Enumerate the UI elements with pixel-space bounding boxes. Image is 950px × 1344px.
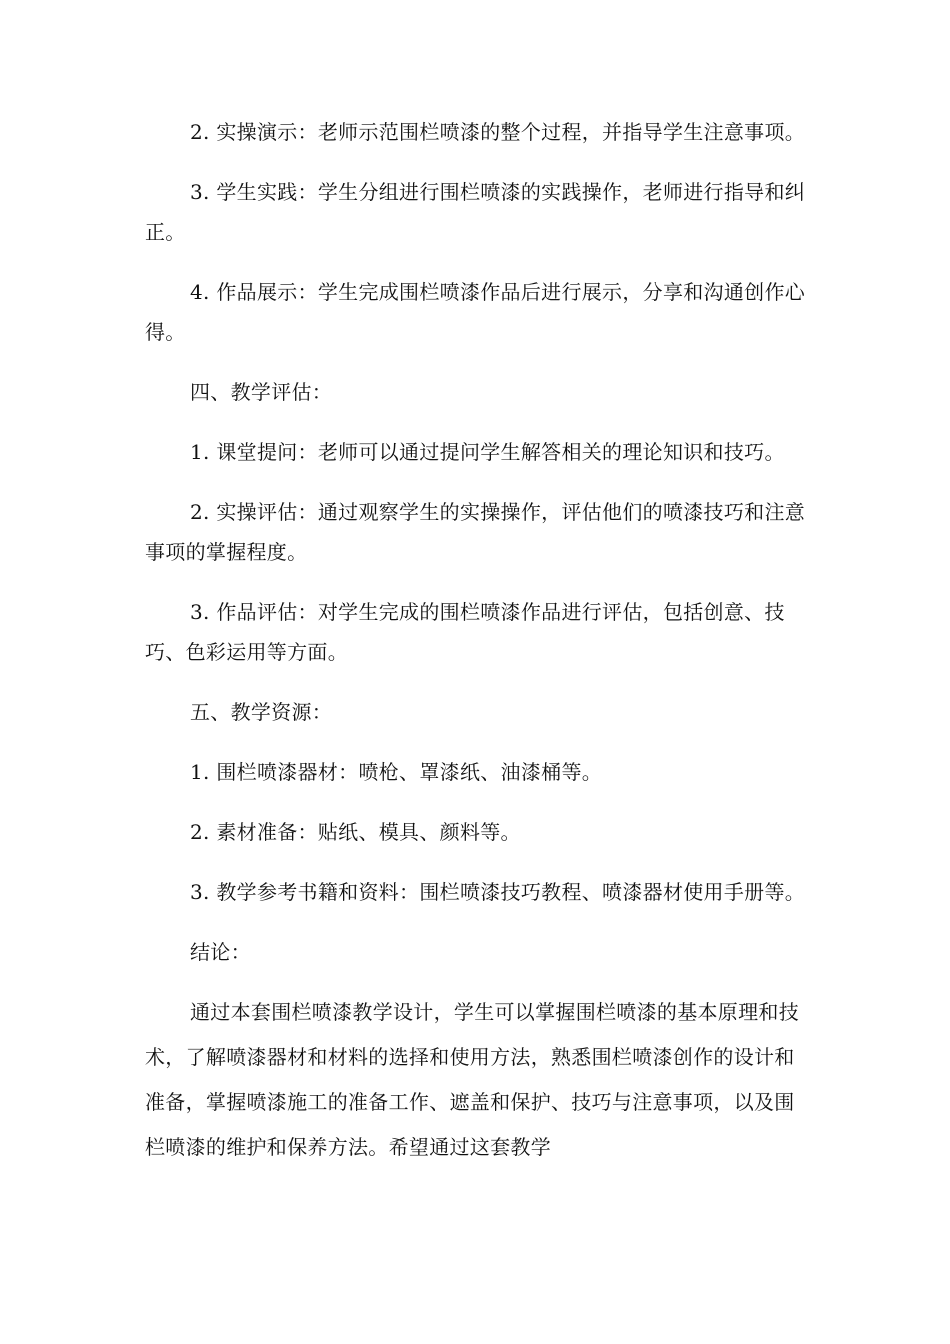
paragraph-resource-2-materials: 2. 素材准备：贴纸、模具、颜料等。 [190,820,521,844]
paragraph-eval-2-practice: 2. 实操评估：通过观察学生的实操操作，评估他们的喷漆技巧和注意事项的掌握程度。 [145,500,806,564]
section-heading-conclusion: 结论： [190,940,251,964]
section-heading-evaluation: 四、教学评估： [190,380,333,404]
paragraph-eval-1-questions: 1. 课堂提问：老师可以通过提问学生解答相关的理论知识和技巧。 [190,440,785,464]
paragraph-conclusion-body: 通过本套围栏喷漆教学设计，学生可以掌握围栏喷漆的基本原理和技术，了解喷漆器材和材料的选择和使用方法，熟悉围栏喷漆创作的设计和准备，掌握喷漆施工的准备工作、遮盖和保护、技巧与注意事项，以及围栏喷漆的维护和保养方法。希望通过这套教学 [145,1000,799,1159]
paragraph-resource-1-equipment: 1. 围栏喷漆器材：喷枪、罩漆纸、油漆桶等。 [190,760,603,784]
paragraph-eval-3-works: 3. 作品评估：对学生完成的围栏喷漆作品进行评估，包括创意、技巧、色彩运用等方面。 [145,600,785,664]
document-body [145,112,810,1190]
paragraph-resource-3-references: 3. 教学参考书籍和资料：围栏喷漆技巧教程、喷漆器材使用手册等。 [190,880,806,904]
paragraph-step-3-practice: 3. 学生实践：学生分组进行围栏喷漆的实践操作，老师进行指导和纠正。 [145,180,806,244]
paragraph-step-4-showcase: 4. 作品展示：学生完成围栏喷漆作品后进行展示，分享和沟通创作心得。 [145,280,806,344]
paragraph-step-2-demo: 2. 实操演示：老师示范围栏喷漆的整个过程，并指导学生注意事项。 [190,120,806,144]
section-heading-resources: 五、教学资源： [190,700,333,724]
